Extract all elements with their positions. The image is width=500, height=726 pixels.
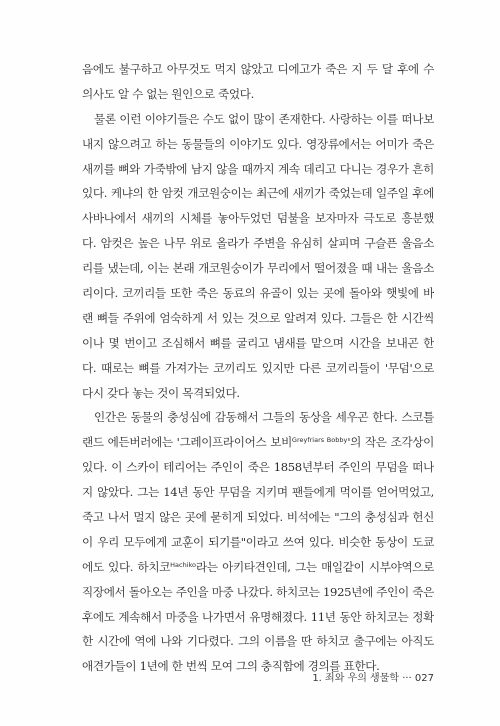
body-text [82,57,434,679]
text-line: 이 우리 모두에게 교훈이 되기를"이라고 쓰여 있다. 비슷한 동상이 도쿄 [82,534,434,549]
text-segment: 랜드 에든버러에는 '그레이프라이어스 보비 [82,435,292,450]
text-line: 죽고 나서 멀지 않은 곳에 묻히게 되었다. 비석에는 "그의 충성심과 헌신 [82,510,434,525]
paragraph-start-line: 물론 이런 이야기들은 수도 없이 많이 존재한다. 사랑하는 이를 떠나보 [94,111,434,126]
text-line: 다. 암컷은 높은 나무 위로 올라가 주변을 유심히 살피며 구슬픈 울음소 [82,236,434,251]
text-line: 다. 때로는 뼈를 가져가는 코끼리도 있지만 다른 코끼리들이 '무덤'으로 [82,360,434,375]
text-line: 지 않았다. 그는 14년 동안 무덤을 지키며 팬들에게 먹이를 얻어먹었고, [82,485,434,500]
text-line-hachiko [82,555,434,580]
text-line: 있다. 이 스카이 테리어는 주인이 죽은 1858년부터 주인의 무덤을 떠나 [82,460,434,475]
text-line: 애견가들이 1년에 한 번씩 모여 그의 충직함에 경의를 표한다. [82,659,380,674]
hachiko-annotation: Hachiko [170,560,197,569]
text-line: 다시 갖다 놓는 것이 목격되었다. [82,385,240,400]
greyfriars-annotation: Greyfriars Bobby [291,436,348,445]
text-line: 음에도 불구하고 아무것도 먹지 않았고 디에고가 죽은 지 두 달 후에 수 [82,62,434,76]
text-line: 있다. 케냐의 한 암컷 개코원숭이는 최근에 새끼가 죽었는데 일주일 후에 [82,186,434,201]
text-line-greyfriars [82,430,434,455]
text-line: 리를 냈는데, 이는 본래 개코원숭이가 무리에서 떨어졌을 때 내는 울음소 [82,261,434,276]
running-footer: 1. 죄와 우의 생물학 ··· 027 [312,673,434,684]
text-line: 의사도 알 수 없는 원인으로 죽었다. [82,86,254,101]
paragraph-start-line: 인간은 동물의 충성심에 감동해서 그들의 동상을 세우곤 한다. 스코틀 [94,410,434,425]
text-line: 이나 몇 번이고 조심해서 뼈를 굴리고 냄새를 맡으며 시간을 보내곤 한 [82,335,434,350]
text-line: 후에도 계속해서 마중을 나가면서 유명해졌다. 11년 동안 하치코는 정확 [82,609,434,624]
text-line: 내지 않으려고 하는 동물들의 이야기도 있다. 영장류에서는 어미가 죽은 [82,136,434,151]
text-line: 랜 뼈들 주위에 엄숙하게 서 있는 것으로 알려져 있다. 그들은 한 시간씩 [82,310,434,325]
text-line: 리이다. 코끼리들 또한 죽은 동료의 유골이 있는 곳에 돌아와 햇빛에 바 [82,286,434,301]
text-segment: 에도 있다. 하치코 [82,559,171,574]
text-segment: '의 작은 조각상이 [347,435,434,450]
text-segment: 라는 아키타견인데, 그는 매일같이 시부야역으로 [196,559,434,574]
text-line: 직장에서 돌아오는 주인을 마중 나갔다. 하치코는 1925년에 주인이 죽은 [82,584,434,599]
text-line: 사바나에서 새끼의 시체를 놓아두었던 덤불을 보자마자 극도로 흥분했 [82,211,434,226]
text-line: 새끼를 뼈와 가죽밖에 남지 않을 때까지 계속 데리고 다니는 경우가 흔히 [82,161,434,176]
text-line: 한 시간에 역에 나와 기다렸다. 그의 이름을 딴 하치코 출구에는 아직도 [82,634,434,649]
